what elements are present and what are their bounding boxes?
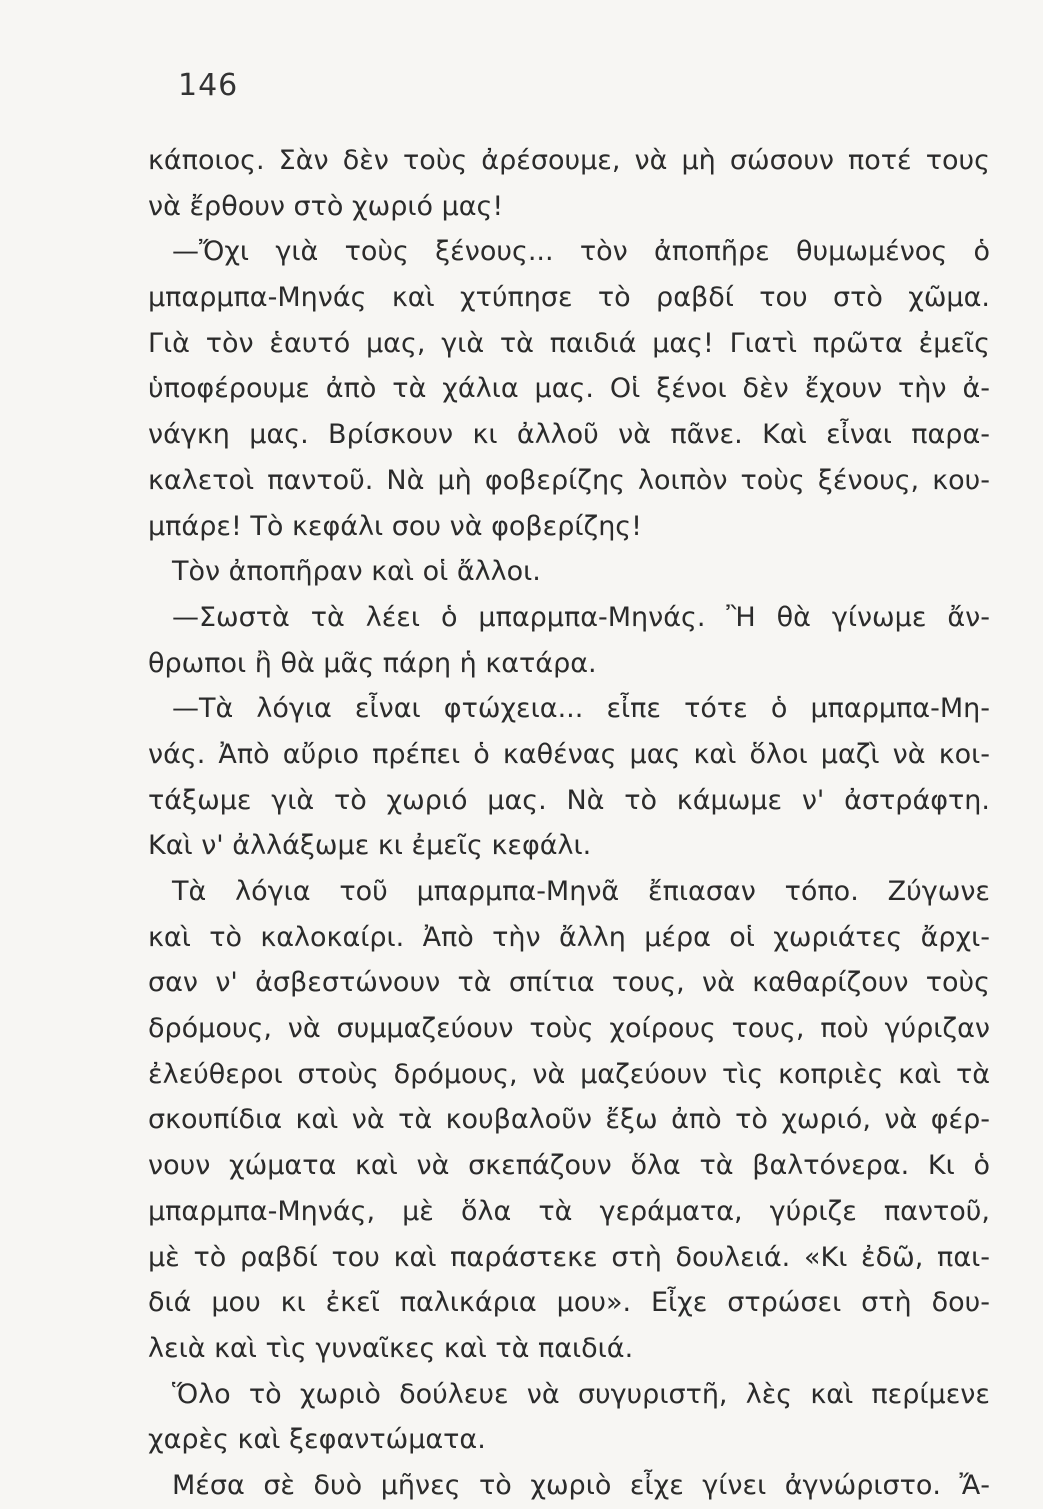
text-line: μπάρε! Τὸ κεφάλι σου νὰ φοβερίζης! — [148, 510, 642, 542]
text-line: ἐλεύθεροι στοὺς δρόμους, νὰ μαζεύουν τὶς κοπριὲς καὶ τὰ — [148, 1058, 990, 1090]
text-line: θρωποι ἢ θὰ μᾶς πάρη ἡ κατάρα. — [148, 647, 597, 679]
text-line: χαρὲς καὶ ξεφαντώματα. — [148, 1424, 486, 1456]
text-line: —Τὰ λόγια εἶναι φτώχεια... εἶπε τότε ὁ μπαρμπα-Μη- — [172, 693, 990, 725]
text-line: νάς. Ἀπὸ αὔριο πρέπει ὁ καθένας μας καὶ ὅλοι μαζὶ νὰ κοι- — [148, 738, 990, 770]
text-line: —Σωστὰ τὰ λέει ὁ μπαρμπα-Μηνάς. Ἢ θὰ γίνωμε ἄν- — [172, 601, 990, 633]
text-line: νουν χώματα καὶ νὰ σκεπάζουν ὅλα τὰ βαλτόνερα. Κι ὁ — [148, 1150, 990, 1182]
text-line: νάγκη μας. Βρίσκουν κι ἀλλοῦ νὰ πᾶνε. Καὶ εἶναι παρα- — [148, 419, 990, 451]
text-line: τάξωμε γιὰ τὸ χωριό μας. Νὰ τὸ κάμωμε ν' ἀστράφτη. — [148, 784, 990, 816]
text-line: καὶ τὸ καλοκαίρι. Ἀπὸ τὴν ἄλλη μέρα οἱ χωριάτες ἄρχι- — [148, 921, 990, 953]
text-line: σκουπίδια καὶ νὰ τὰ κουβαλοῦν ἔξω ἀπὸ τὸ χωριό, νὰ φέρ- — [148, 1104, 990, 1136]
text-line: δρόμους, νὰ συμμαζεύουν τοὺς χοίρους τους, ποὺ γύριζαν — [148, 1013, 990, 1045]
text-line: Τὰ λόγια τοῦ μπαρμπα-Μηνᾶ ἔπιασαν τόπο. Ζύγωνε — [172, 876, 990, 907]
text-line: νὰ ἔρθουν στὸ χωριό μας! — [148, 190, 504, 222]
text-line: μπαρμπα-Μηνάς καὶ χτύπησε τὸ ραβδί του στὸ χῶμα. — [148, 282, 990, 314]
text-line: Μέσα σὲ δυὸ μῆνες τὸ χωριὸ εἶχε γίνει ἀγνώριστο. Ἄ- — [172, 1469, 990, 1501]
text-line: μὲ τὸ ραβδί του καὶ παράστεκε στὴ δουλειά. «Κι ἐδῶ, παι- — [148, 1241, 990, 1273]
text-line: σαν ν' ἀσβεστώνουν τὰ σπίτια τους, νὰ καθαρίζουν τοὺς — [148, 967, 990, 999]
text-line: λειὰ καὶ τὶς γυναῖκες καὶ τὰ παιδιά. — [148, 1332, 634, 1364]
text-line: Τὸν ἀποπῆραν καὶ οἱ ἄλλοι. — [172, 556, 541, 588]
text-line: μπαρμπα-Μηνάς, μὲ ὅλα τὰ γεράματα, γύριζε παντοῦ, — [148, 1195, 990, 1227]
text-line: Γιὰ τὸν ἑαυτό μας, γιὰ τὰ παιδιά μας! Γιατὶ πρῶτα ἐμεῖς — [148, 327, 990, 359]
text-line: κάποιος. Σὰν δὲν τοὺς ἀρέσουμε, νὰ μὴ σώσουν ποτέ τους — [148, 145, 990, 176]
body-text — [148, 138, 990, 1509]
text-line: —Ὄχι γιὰ τοὺς ξένους... τὸν ἀποπῆρε θυμωμένος ὁ — [172, 236, 990, 268]
text-line: καλετοὶ παντοῦ. Νὰ μὴ φοβερίζης λοιπὸν τοὺς ξένους, κου- — [148, 464, 990, 496]
text-line: ὑποφέρουμε ἀπὸ τὰ χάλια μας. Οἱ ξένοι δὲν ἔχουν τὴν ἀ- — [148, 373, 990, 405]
text-line: Ὅλο τὸ χωριὸ δούλευε νὰ συγυριστῆ, λὲς καὶ περίμενε — [172, 1378, 990, 1410]
text-line: διά μου κι ἐκεῖ παλικάρια μου». Εἶχε στρώσει στὴ δου- — [148, 1287, 990, 1319]
text-line: Καὶ ν' ἀλλάξωμε κι ἐμεῖς κεφάλι. — [148, 830, 592, 862]
page-number: 146 — [178, 68, 239, 103]
